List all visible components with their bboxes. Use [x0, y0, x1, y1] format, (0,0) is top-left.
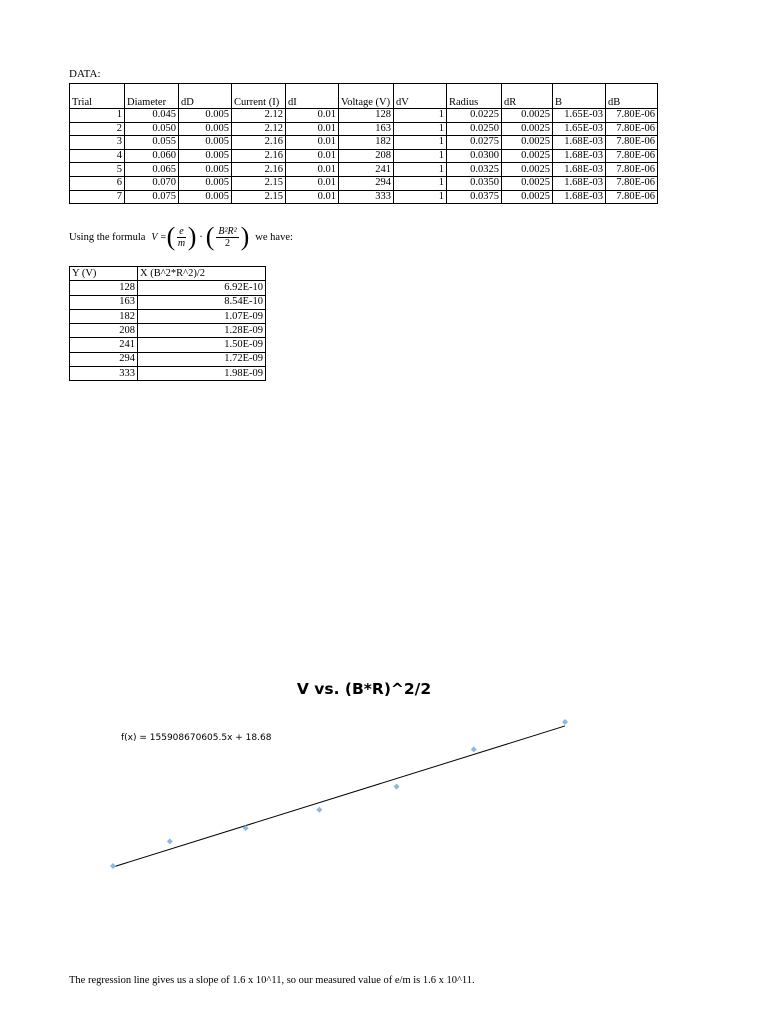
dot-operator-icon: · [199, 231, 203, 243]
table-cell: 0.0025 [502, 136, 553, 150]
conclusion-text: The regression line gives us a slope of 1.6 x 10^11, so our measured value of e/m is 1.6 x 10^11. [69, 975, 475, 986]
table-cell: 7.80E-06 [606, 176, 658, 190]
fraction-numerator: B²R² [218, 225, 237, 237]
table-cell: 1.68E-03 [553, 190, 606, 204]
table-cell: 0.0025 [502, 109, 553, 123]
table-cell: 1 [394, 149, 447, 163]
table-cell: 0.005 [179, 122, 232, 136]
table-cell: 2.12 [232, 109, 286, 123]
table-cell: 0.005 [179, 109, 232, 123]
table-cell: 2.16 [232, 149, 286, 163]
table-cell: 1.07E-09 [138, 309, 266, 323]
paren-close-icon: ) [240, 222, 250, 251]
data-point [562, 719, 568, 725]
fraction-denominator: 2 [225, 237, 231, 249]
table-cell: 0.065 [125, 163, 179, 177]
table-cell: 0.005 [179, 136, 232, 150]
table-cell: 241 [339, 163, 394, 177]
table-cell: 0.0325 [447, 163, 502, 177]
table-cell: 128 [70, 281, 138, 295]
table-cell: 1.68E-03 [553, 136, 606, 150]
table-cell: 6.92E-10 [138, 281, 266, 295]
table-cell: 163 [339, 122, 394, 136]
header-cell: dV [394, 84, 447, 109]
table-cell: 0.01 [286, 109, 339, 123]
table-cell: 2.15 [232, 190, 286, 204]
table-cell: 7.80E-06 [606, 136, 658, 150]
formula-prefix: Using the formula [69, 231, 146, 243]
header-cell: Radius [447, 84, 502, 109]
table-cell: 182 [70, 309, 138, 323]
table-cell: 1 [394, 190, 447, 204]
header-cell: dB [606, 84, 658, 109]
table-cell: 7.80E-06 [606, 109, 658, 123]
table-cell: 0.005 [179, 149, 232, 163]
data-point [394, 784, 400, 790]
table-cell: 0.01 [286, 190, 339, 204]
table-cell: 294 [339, 176, 394, 190]
table-cell: 241 [70, 338, 138, 352]
table-cell: 0.070 [125, 176, 179, 190]
paren-close-icon: ) [187, 222, 197, 251]
table-cell: 294 [70, 352, 138, 366]
data-label: DATA: [69, 68, 101, 80]
table-cell: 0.005 [179, 163, 232, 177]
fraction-numerator: e [179, 225, 184, 237]
paren-open-icon: ( [166, 222, 176, 251]
table-cell: 1.98E-09 [138, 367, 266, 381]
table-cell: 0.01 [286, 176, 339, 190]
table-cell: 1.68E-03 [553, 163, 606, 177]
table-cell: 0.0025 [502, 149, 553, 163]
fraction-denominator: m [177, 237, 186, 249]
table-cell: 1 [394, 136, 447, 150]
table-cell: 3 [70, 136, 125, 150]
table-cell: 1 [394, 109, 447, 123]
table-cell: 6 [70, 176, 125, 190]
table-cell: 0.0025 [502, 190, 553, 204]
chart-title: V vs. (B*R)^2/2 [296, 680, 432, 698]
data-point [316, 807, 322, 813]
header-cell: dI [286, 84, 339, 109]
table-cell: 7 [70, 190, 125, 204]
table-cell: 1 [394, 163, 447, 177]
table-cell: 1.65E-03 [553, 109, 606, 123]
data-point [471, 746, 477, 752]
table-cell: 0.075 [125, 190, 179, 204]
table-cell: 0.0300 [447, 149, 502, 163]
table-cell: 1.28E-09 [138, 324, 266, 338]
table-cell: 1.68E-03 [553, 149, 606, 163]
table-cell: 4 [70, 149, 125, 163]
table-cell: 7.80E-06 [606, 122, 658, 136]
table-cell: 0.01 [286, 122, 339, 136]
trendline [113, 726, 565, 867]
table-cell: 0.0375 [447, 190, 502, 204]
table-cell: 5 [70, 163, 125, 177]
table-cell: 2.16 [232, 163, 286, 177]
formula-suffix: we have: [255, 231, 293, 243]
header-cell: Y (V) [70, 267, 138, 281]
table-cell: 7.80E-06 [606, 190, 658, 204]
formula-lhs: V = [151, 231, 167, 243]
header-cell: Current (I) [232, 84, 286, 109]
table-cell: 0.0025 [502, 176, 553, 190]
table-cell: 0.0350 [447, 176, 502, 190]
table-cell: 1 [394, 122, 447, 136]
table-cell: 333 [339, 190, 394, 204]
header-cell: Trial [70, 84, 125, 109]
header-cell: B [553, 84, 606, 109]
data-point [110, 863, 116, 869]
table-cell: 2 [70, 122, 125, 136]
trendline-equation: f(x) = 155908670605.5x + 18.68 [121, 733, 272, 743]
table-cell: 2.16 [232, 136, 286, 150]
table-cell: 0.01 [286, 149, 339, 163]
table-cell: 0.005 [179, 176, 232, 190]
table-cell: 1.72E-09 [138, 352, 266, 366]
header-cell: X (B^2*R^2)/2 [138, 267, 266, 281]
table-cell: 1.50E-09 [138, 338, 266, 352]
data-point [167, 838, 173, 844]
table-cell: 1.68E-03 [553, 176, 606, 190]
table-cell: 333 [70, 367, 138, 381]
table-cell: 0.01 [286, 136, 339, 150]
table-cell: 208 [70, 324, 138, 338]
table-cell: 1 [394, 176, 447, 190]
paren-open-icon: ( [205, 222, 215, 251]
header-cell: dD [179, 84, 232, 109]
table-cell: 1.65E-03 [553, 122, 606, 136]
table-cell: 0.045 [125, 109, 179, 123]
table-cell: 0.01 [286, 163, 339, 177]
header-cell: Diameter [125, 84, 179, 109]
table-cell: 0.0225 [447, 109, 502, 123]
table-cell: 0.050 [125, 122, 179, 136]
table-cell: 0.060 [125, 149, 179, 163]
table-cell: 208 [339, 149, 394, 163]
table-cell: 0.0025 [502, 163, 553, 177]
table-cell: 0.005 [179, 190, 232, 204]
table-cell: 0.055 [125, 136, 179, 150]
table-cell: 1 [70, 109, 125, 123]
table-cell: 7.80E-06 [606, 149, 658, 163]
table-cell: 163 [70, 295, 138, 309]
header-cell: dR [502, 84, 553, 109]
table-cell: 8.54E-10 [138, 295, 266, 309]
table-cell: 0.0275 [447, 136, 502, 150]
table-cell: 7.80E-06 [606, 163, 658, 177]
header-cell: Voltage (V) [339, 84, 394, 109]
table-cell: 0.0025 [502, 122, 553, 136]
table-cell: 128 [339, 109, 394, 123]
table-cell: 182 [339, 136, 394, 150]
table-cell: 2.12 [232, 122, 286, 136]
table-cell: 0.0250 [447, 122, 502, 136]
table-cell: 2.15 [232, 176, 286, 190]
